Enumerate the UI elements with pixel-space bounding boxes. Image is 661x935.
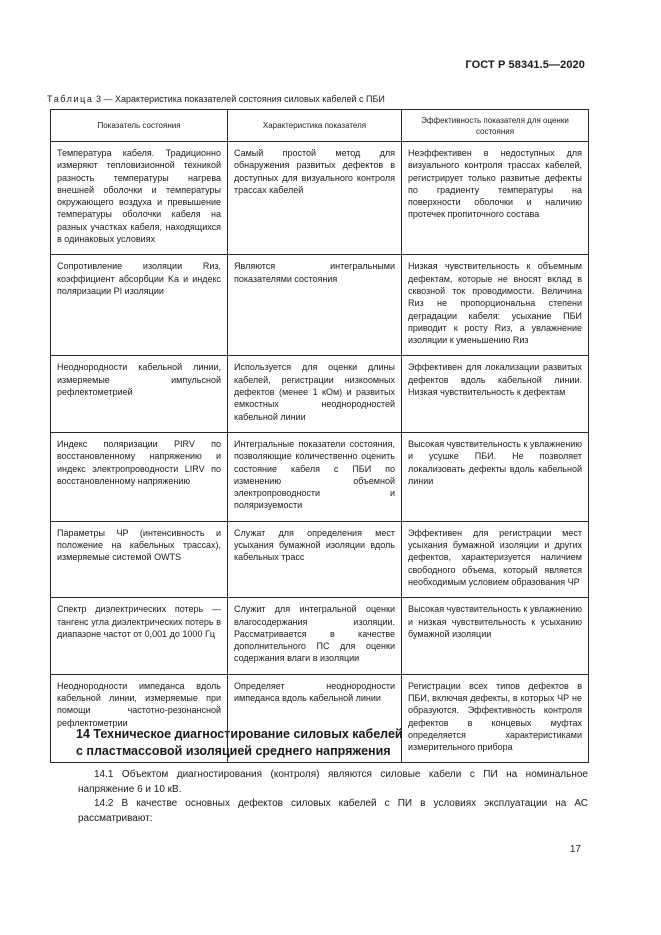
table-header-row xyxy=(51,110,589,142)
paragraph-14-2 xyxy=(78,797,588,826)
document-code: ГОСТ Р 58341.5—2020 xyxy=(465,59,585,71)
paragraph-14-1-text: 14.1 Объектом диагностирования (контроля) являются силовые кабели с ПИ на номинальное напряжение 6 и 10 кВ. xyxy=(78,769,588,795)
efficiency-cell: Высокая чувствительность к увлажнению и усушке ПБИ. Не позволяет локализовать дефекты вдоль кабельной линии xyxy=(402,432,589,521)
characteristic-cell: Самый простой метод для обнаружения развитых дефектов в доступных для визуального контроля трассах кабелей xyxy=(228,142,402,255)
characteristic-cell: Служит для интегральной оценки влагосодержания изоляции. Рассматривается в качестве дополнительного ПС для оценки содержания влаги в изоляции xyxy=(228,598,402,674)
indicator-cell: Температура кабеля. Традиционно измеряют тепловизионной техникой разность температуры нагрева внешней оболочки и температуры окружающего воздуха и превышение температуры оболочки кабеля на разных участках кабеля, находящихся в одинаковых условиях xyxy=(51,142,228,255)
characteristic-cell: Служат для определения мест усыхания бумажной изоляции вдоль кабельных трасс xyxy=(228,521,402,597)
section-title-line-1: 14 Техническое диагностирование силовых кабелей xyxy=(76,727,403,741)
efficiency-cell: Неэффективен в недоступных для визуального контроля трассах кабелей, регистрирует только развитые дефекты по градиенту температуры на поверхности оболочки и наличию протечек пропиточного состава xyxy=(402,142,589,255)
table-caption xyxy=(47,94,385,104)
table-row xyxy=(51,255,589,356)
indicator-cell: Спектр диэлектрических потерь — тангенс угла диэлектрических потерь в диапазоне частот от 0,001 до 1000 Гц xyxy=(51,598,228,674)
indicator-cell: Неоднородности импеданса вдоль кабельной линии, измеряемые при помощи частотно-резонансной рефлектометрии xyxy=(51,674,228,763)
indicator-cell: Параметры ЧР (интенсивность и положение на кабельных трассах), измеряемые системой OWTS xyxy=(51,521,228,597)
table-caption-prefix: Таблица xyxy=(47,94,94,104)
efficiency-cell: Высокая чувствительность к увлажнению и низкая чувствительность к усыханию бумажной изоляции xyxy=(402,598,589,674)
indicator-cell: Сопротивление изоляции Rиз, коэффициент абсорбции Kа и индекс поляризации PI изоляции xyxy=(51,255,228,356)
indicators-table xyxy=(50,109,589,763)
table-row xyxy=(51,432,589,521)
column-header-indicator: Показатель состояния xyxy=(51,110,228,142)
table-row xyxy=(51,142,589,255)
indicator-cell: Неоднородности кабельной линии, измеряемые импульсной рефлектометрией xyxy=(51,356,228,432)
characteristic-cell: Используется для оценки длины кабелей, регистрации низкоомных дефектов (менее 1 кОм) и развитых емкостных неоднородностей кабельной линии xyxy=(228,356,402,432)
table-row xyxy=(51,598,589,674)
characteristic-cell: Интегральные показатели состояния, позволяющие количественно оценить состояние кабеля с ПБИ по изменению объемной электропроводности и поляризуемости xyxy=(228,432,402,521)
section-title-line-2: с пластмассовой изоляцией среднего напряжения xyxy=(76,744,391,758)
table-row xyxy=(51,521,589,597)
characteristic-cell: Являются интегральными показателями состояния xyxy=(228,255,402,356)
page-number: 17 xyxy=(569,844,581,855)
efficiency-cell: Низкая чувствительность к объемным дефектам, которые не вносят вклад в сквозной ток проводимости. Величина Rиз не пропорциональна степени деградации кабеля: усыхание ПБИ приводит к росту Rиз, а увлажнение изоляции к уменьшению Rиз xyxy=(402,255,589,356)
paragraph-14-1 xyxy=(78,768,588,797)
paragraph-14-2-text: 14.2 В качестве основных дефектов силовых кабелей с ПИ в условиях эксплуатации на АС рассматривают: xyxy=(78,798,588,824)
characteristic-cell: Определяет неоднородности импеданса вдоль кабельной линии xyxy=(228,674,402,763)
table-caption-text: 3 — Характеристика показателей состояния силовых кабелей с ПБИ xyxy=(93,94,385,104)
efficiency-cell: Эффективен для регистрации мест усыхания бумажной изоляции и других дефектов, характеризуется наличием свободного объема, который является необходимым условием образования ЧР xyxy=(402,521,589,597)
column-header-characteristic: Характеристика показателя xyxy=(228,110,402,142)
efficiency-cell: Эффективен для локализации развитых дефектов вдоль кабельной линии. Низкая чувствительность к дефектам xyxy=(402,356,589,432)
indicator-cell: Индекс поляризации PIRV по восстановленному напряжению и индекс электропроводности LIRV по восстановленному напряжению xyxy=(51,432,228,521)
efficiency-cell: Регистрации всех типов дефектов в ПБИ, включая дефекты, в которых ЧР не образуются. Эффективность контроля дефектов в концевых муфтах определяется характеристиками измерительного прибора xyxy=(402,674,589,763)
column-header-efficiency: Эффективность показателя для оценки состояния xyxy=(402,110,589,142)
section-title xyxy=(76,726,403,760)
table-row xyxy=(51,356,589,432)
